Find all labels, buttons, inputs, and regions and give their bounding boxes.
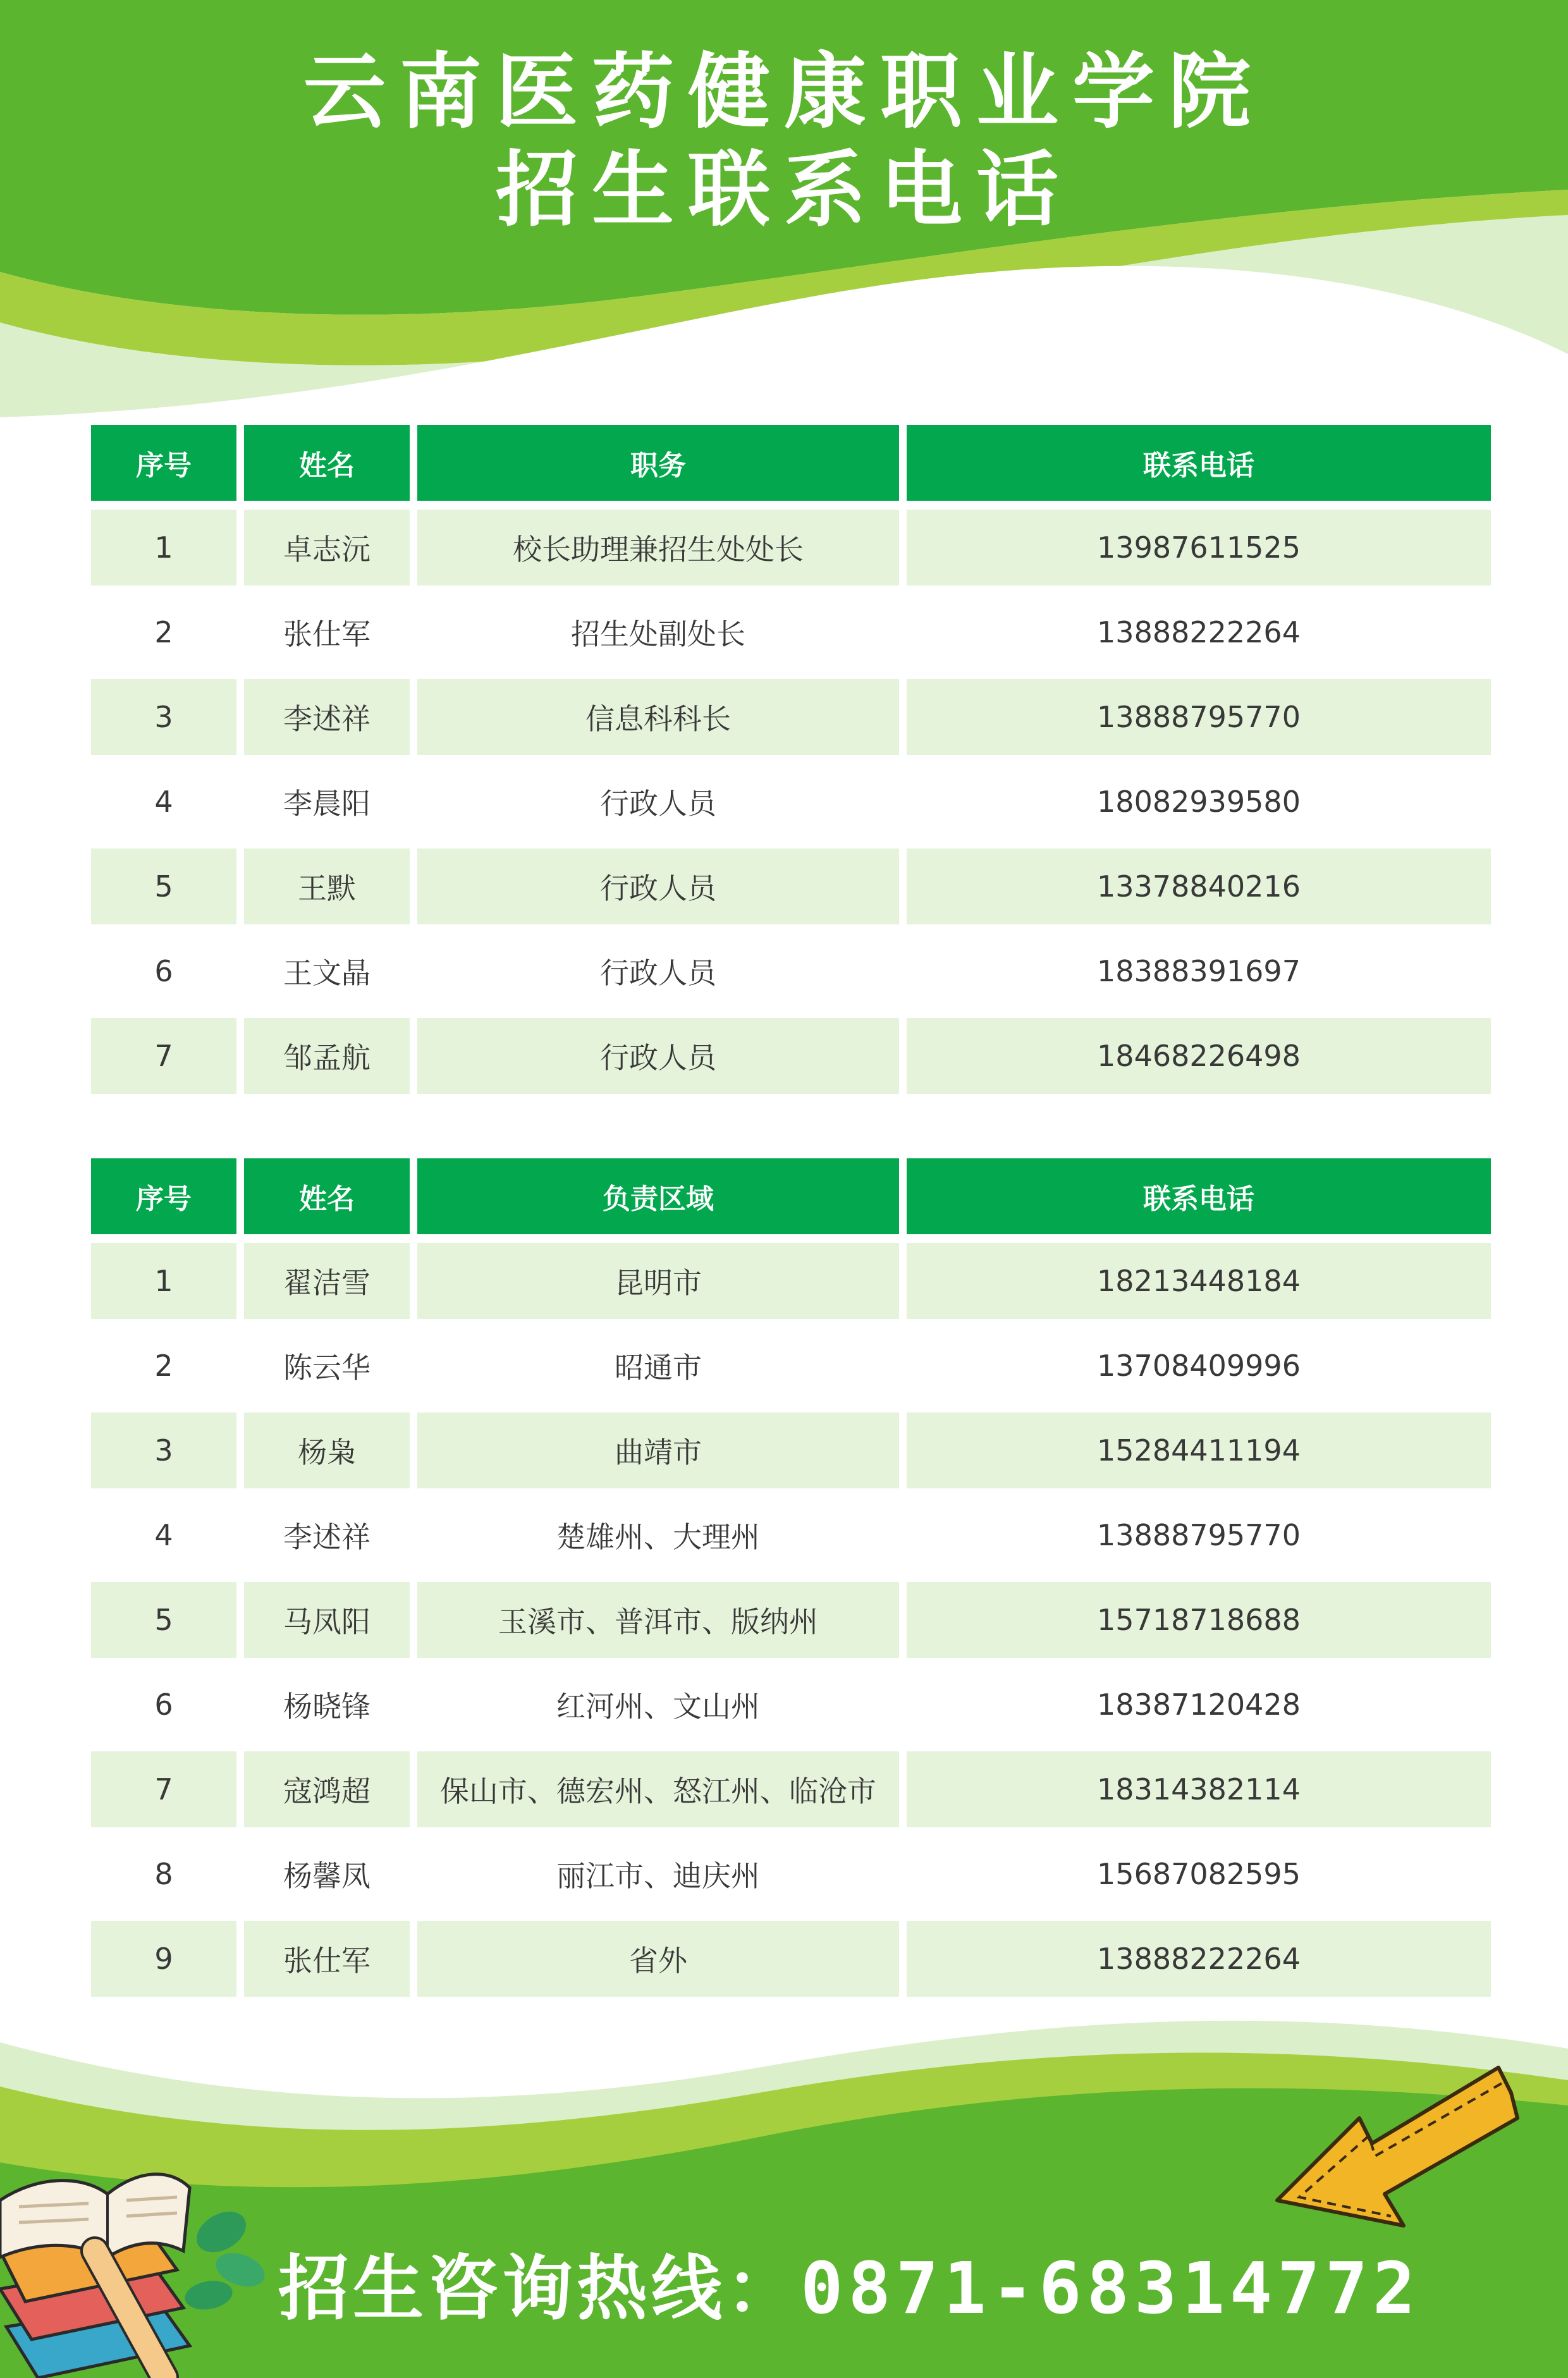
cell-index: 3 <box>91 679 236 755</box>
cell-index: 6 <box>91 933 236 1009</box>
table-row <box>91 510 1491 585</box>
header-name: 姓名 <box>244 1158 410 1234</box>
cell-name: 翟洁雪 <box>244 1243 410 1319</box>
table-row <box>91 1328 1491 1404</box>
cell-name: 杨枭 <box>244 1413 410 1488</box>
cell-position: 行政人员 <box>417 933 899 1009</box>
cell-position: 招生处副处长 <box>417 594 899 670</box>
table-header-row <box>91 1158 1491 1234</box>
header-index: 序号 <box>91 425 236 501</box>
table-row <box>91 1243 1491 1319</box>
cell-phone: 18468226498 <box>907 1018 1491 1094</box>
cell-index: 9 <box>91 1921 236 1997</box>
cell-region: 曲靖市 <box>417 1413 899 1488</box>
cell-region: 保山市、德宏州、怒江州、临沧市 <box>417 1751 899 1827</box>
hotline-number: 0871-68314772 <box>800 2248 1421 2330</box>
cell-index: 5 <box>91 1582 236 1658</box>
cell-phone: 18082939580 <box>907 764 1491 840</box>
cell-region: 楚雄州、大理州 <box>417 1497 899 1573</box>
cell-name: 张仕军 <box>244 594 410 670</box>
cell-phone: 15718718688 <box>907 1582 1491 1658</box>
cell-region: 昆明市 <box>417 1243 899 1319</box>
table-row <box>91 1497 1491 1573</box>
cell-name: 李晨阳 <box>244 764 410 840</box>
cell-index: 7 <box>91 1751 236 1827</box>
cell-index: 5 <box>91 849 236 924</box>
cell-index: 1 <box>91 510 236 585</box>
cell-phone: 15687082595 <box>907 1836 1491 1912</box>
table-row <box>91 1582 1491 1658</box>
table-row <box>91 849 1491 924</box>
cell-name: 王文晶 <box>244 933 410 1009</box>
cell-phone: 13888795770 <box>907 1497 1491 1573</box>
cell-region: 玉溪市、普洱市、版纳州 <box>417 1582 899 1658</box>
cell-index: 3 <box>91 1413 236 1488</box>
cell-position: 信息科科长 <box>417 679 899 755</box>
cell-index: 8 <box>91 1836 236 1912</box>
cell-phone: 18388391697 <box>907 933 1491 1009</box>
cell-phone: 18213448184 <box>907 1243 1491 1319</box>
cell-phone: 13987611525 <box>907 510 1491 585</box>
cell-name: 王默 <box>244 849 410 924</box>
cell-region: 省外 <box>417 1921 899 1997</box>
cell-region: 昭通市 <box>417 1328 899 1404</box>
cell-index: 7 <box>91 1018 236 1094</box>
table-row <box>91 679 1491 755</box>
cell-name: 李述祥 <box>244 679 410 755</box>
hotline-label: 招生咨询热线： <box>278 2248 800 2330</box>
cell-name: 陈云华 <box>244 1328 410 1404</box>
books-icon <box>0 2137 266 2378</box>
cell-phone: 13888222264 <box>907 594 1491 670</box>
header-name: 姓名 <box>244 425 410 501</box>
hotline <box>278 2232 1421 2334</box>
header-region: 负责区域 <box>417 1158 899 1234</box>
header-phone: 联系电话 <box>907 425 1491 501</box>
cell-phone: 13708409996 <box>907 1328 1491 1404</box>
header-phone: 联系电话 <box>907 1158 1491 1234</box>
table-header-row <box>91 425 1491 501</box>
cell-index: 6 <box>91 1667 236 1743</box>
cell-index: 4 <box>91 1497 236 1573</box>
cell-position: 行政人员 <box>417 764 899 840</box>
table-row <box>91 1836 1491 1912</box>
cell-phone: 13888222264 <box>907 1921 1491 1997</box>
table-row <box>91 1018 1491 1094</box>
table-row <box>91 764 1491 840</box>
cell-name: 杨晓锋 <box>244 1667 410 1743</box>
cell-position: 行政人员 <box>417 849 899 924</box>
cell-position: 校长助理兼招生处处长 <box>417 510 899 585</box>
header-position: 职务 <box>417 425 899 501</box>
cell-index: 1 <box>91 1243 236 1319</box>
cell-phone: 18314382114 <box>907 1751 1491 1827</box>
page-subtitle: 招生联系电话 <box>495 142 1072 238</box>
cell-phone: 13888795770 <box>907 679 1491 755</box>
page-title: 云南医药健康职业学院 <box>303 44 1265 140</box>
table-row <box>91 1751 1491 1827</box>
table-row <box>91 594 1491 670</box>
header-index: 序号 <box>91 1158 236 1234</box>
table-row <box>91 1921 1491 1997</box>
cell-index: 2 <box>91 594 236 670</box>
cell-phone: 13378840216 <box>907 849 1491 924</box>
cell-name: 李述祥 <box>244 1497 410 1573</box>
staff-contact-table <box>83 416 1498 1103</box>
cell-region: 红河州、文山州 <box>417 1667 899 1743</box>
table-row <box>91 1413 1491 1488</box>
cell-phone: 15284411194 <box>907 1413 1491 1488</box>
cell-name: 张仕军 <box>244 1921 410 1997</box>
table-row <box>91 1667 1491 1743</box>
cell-index: 2 <box>91 1328 236 1404</box>
cell-name: 卓志沅 <box>244 510 410 585</box>
cell-name: 寇鸿超 <box>244 1751 410 1827</box>
cell-index: 4 <box>91 764 236 840</box>
cell-name: 马凤阳 <box>244 1582 410 1658</box>
arrow-icon <box>1265 2055 1530 2257</box>
cell-phone: 18387120428 <box>907 1667 1491 1743</box>
cell-region: 丽江市、迪庆州 <box>417 1836 899 1912</box>
cell-name: 杨馨凤 <box>244 1836 410 1912</box>
cell-position: 行政人员 <box>417 1018 899 1094</box>
regional-contact-table <box>83 1149 1498 2006</box>
table-row <box>91 933 1491 1009</box>
cell-name: 邹孟航 <box>244 1018 410 1094</box>
